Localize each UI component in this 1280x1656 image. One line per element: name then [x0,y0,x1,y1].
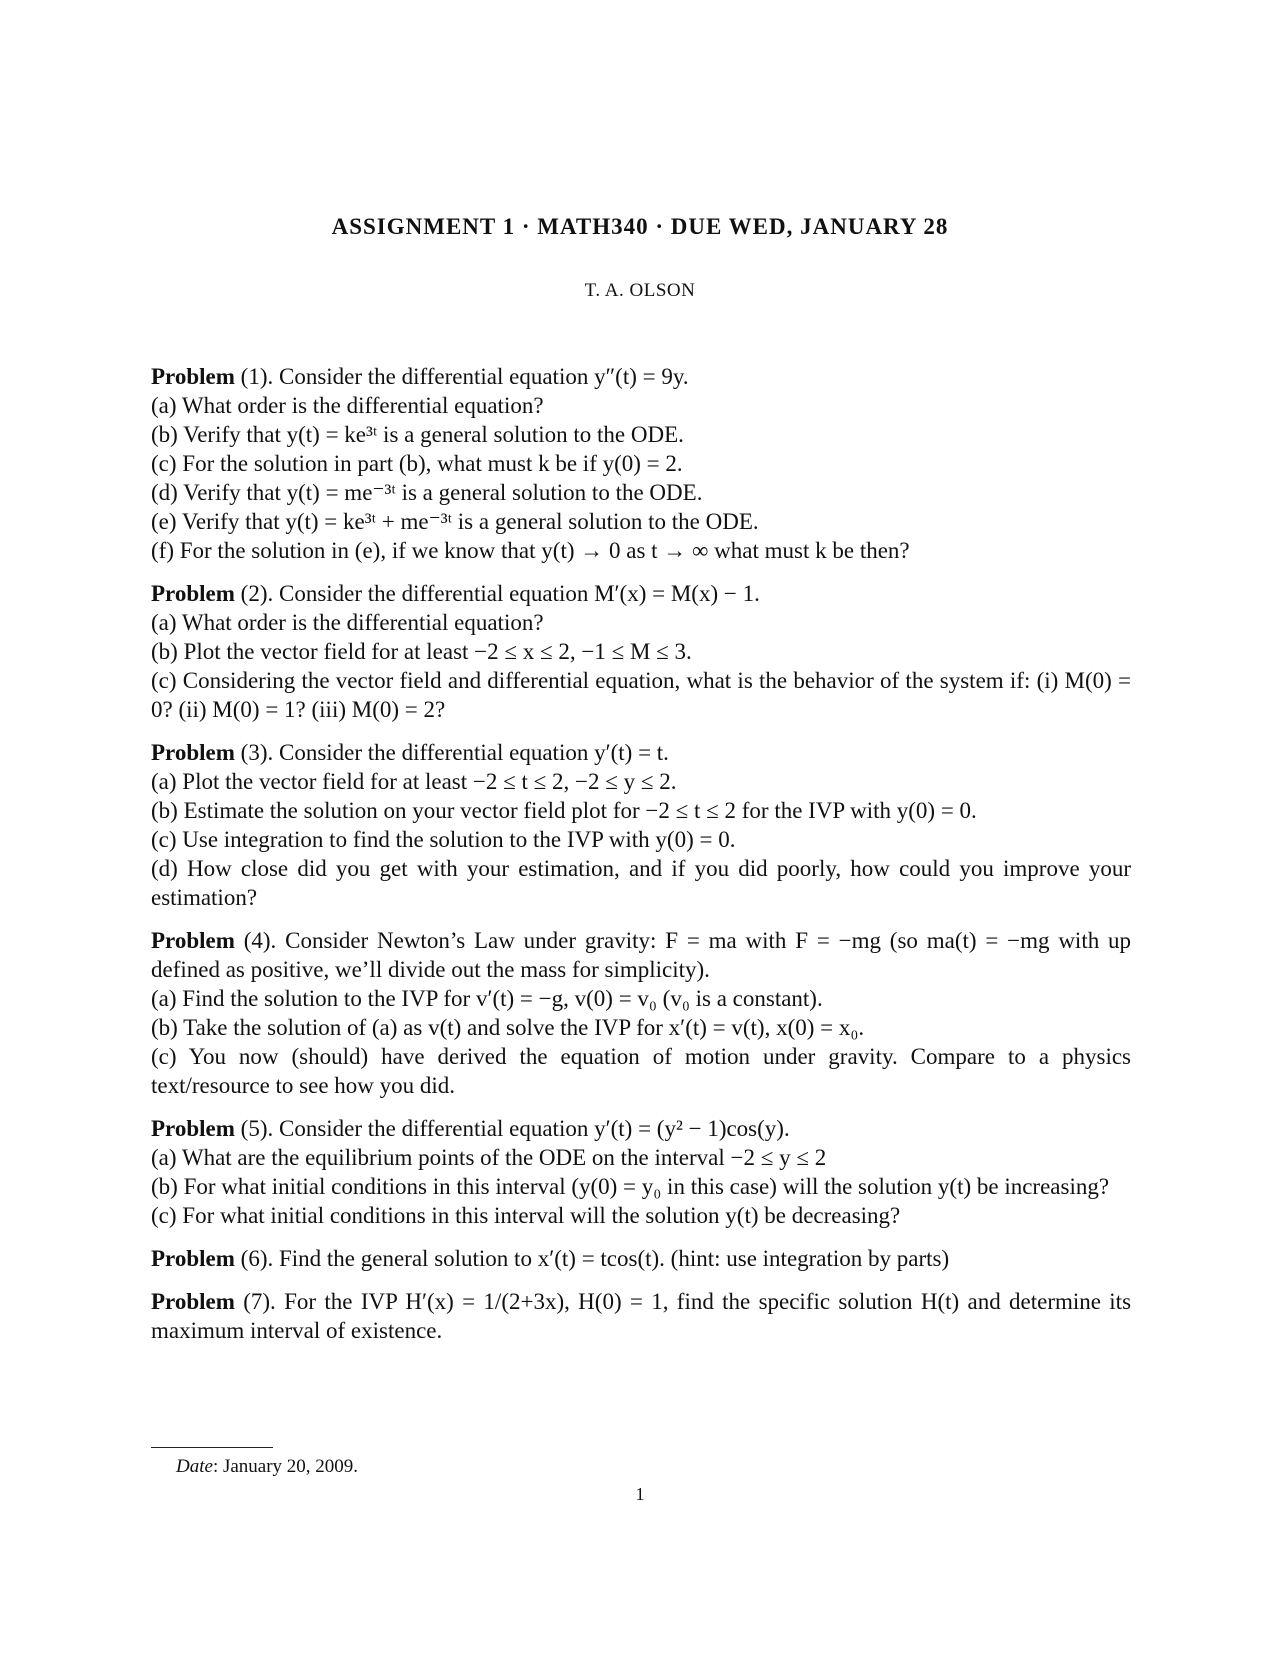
problem-part [151,1143,1131,1172]
problem-part [151,1201,1131,1230]
problem-statement [151,362,1131,391]
problem-text: (b) Verify that y(t) = ke³ᵗ is a general solution to the ODE. [151,422,684,447]
problem-part [151,854,1131,912]
problem-number: (1). [240,364,274,389]
page-number: 1 [635,1484,645,1504]
problem-statement [151,738,1131,767]
problem-text: (b) Estimate the solution on your vector field plot for −2 ≤ t ≤ 2 for the IVP with y(0) = 0. [151,798,977,823]
problem-part [151,796,1131,825]
problem-statement [151,579,1131,608]
problem-text: (c) You now (should) have derived the equation of motion under gravity. Compare to a physics text/resource to see how you did. [151,1044,1131,1098]
problem-label: Problem [151,1246,235,1271]
footnote-rule [151,1447,273,1448]
problem-text: For the IVP H′(x) = 1/(2+3x), H(0) = 1, find the specific solution H(t) and determine its maximum interval of existence. [151,1289,1132,1343]
problem-part [151,391,1131,420]
problem-1 [151,362,1131,565]
problem-text: (c) For the solution in part (b), what must k be if y(0) = 2. [151,451,683,476]
problem-text: (a) What order is the differential equation? [151,610,544,635]
problem-number: (4). [243,928,277,953]
date-text: : January 20, 2009. [212,1456,359,1477]
problem-text: (d) Verify that y(t) = me⁻³ᵗ is a general solution to the ODE. [151,480,703,505]
problem-text: Consider the differential equation M′(x) = M(x) − 1. [278,581,760,606]
problem-label: Problem [151,740,235,765]
problem-label: Problem [151,364,235,389]
date-label: Date [176,1456,213,1477]
author-name: T. A. OLSON [584,280,696,301]
problem-statement [151,1244,1131,1273]
problem-number: (5). [240,1116,274,1141]
problem-statement [151,926,1131,984]
problem-part [151,767,1131,796]
problem-label: Problem [151,1116,235,1141]
problem-label: Problem [151,1289,235,1314]
problem-part [151,1042,1131,1100]
problem-text: (e) Verify that y(t) = ke³ᵗ + me⁻³ᵗ is a general solution to the ODE. [151,509,759,534]
problem-part [151,1172,1131,1201]
problem-label: Problem [151,928,235,953]
problem-text: (d) How close did you get with your estimation, and if you did poorly, how could you improve your estimation? [151,856,1131,910]
problem-text: (f) For the solution in (e), if we know that y(t) → 0 as t → ∞ what must k be then? [151,538,910,563]
problem-text: (a) Find the solution to the IVP for v′(t) = −g, v(0) = v₀ (v₀ is a constant). [151,986,823,1011]
problem-part [151,825,1131,854]
problem-text: (b) For what initial conditions in this interval (y(0) = y₀ in this case) will the solution y(t) be increasing? [151,1174,1110,1199]
problem-part [151,666,1131,724]
problem-part [151,1013,1131,1042]
problem-text: Consider the differential equation y′(t) = t. [278,740,669,765]
problem-part [151,478,1131,507]
problem-text: (a) What order is the differential equation? [151,393,544,418]
problem-text: (b) Plot the vector field for at least −2 ≤ x ≤ 2, −1 ≤ M ≤ 3. [151,639,692,664]
problem-2 [151,579,1131,724]
date-footnote [176,1456,358,1478]
problem-4 [151,926,1131,1100]
problem-part [151,420,1131,449]
problem-part [151,507,1131,536]
problem-text: (a) What are the equilibrium points of the ODE on the interval −2 ≤ y ≤ 2 [151,1145,827,1170]
problem-text: (c) Considering the vector field and differential equation, what is the behavior of the system if: (i) M(0) = 0? (ii) M(0) = 1? (iii) M(0) = 2? [151,668,1131,722]
problem-3 [151,738,1131,912]
problem-statement [151,1287,1131,1345]
problem-statement [151,1114,1131,1143]
problem-text: Find the general solution to x′(t) = tcos(t). (hint: use integration by parts) [278,1246,950,1271]
problem-number: (3). [240,740,274,765]
problem-text: (b) Take the solution of (a) as v(t) and solve the IVP for x′(t) = v(t), x(0) = x₀. [151,1015,865,1040]
problem-7 [151,1287,1131,1345]
problem-part [151,449,1131,478]
problem-text: (c) Use integration to find the solution to the IVP with y(0) = 0. [151,827,736,852]
problem-part [151,608,1131,637]
problem-number: (2). [240,581,274,606]
problem-text: Consider the differential equation y′(t) = (y² − 1)cos(y). [278,1116,790,1141]
problem-5 [151,1114,1131,1230]
problem-part [151,984,1131,1013]
problem-label: Problem [151,581,235,606]
problem-text: (c) For what initial conditions in this interval will the solution y(t) be decreasing? [151,1203,901,1228]
problem-number: (7). [243,1289,276,1314]
problem-text: Consider the differential equation y″(t) = 9y. [278,364,689,389]
problem-text: Consider Newton’s Law under gravity: F = ma with F = −mg (so ma(t) = −mg with up defined as positive, we’ll divide out the mass for simplicity). [151,928,1132,982]
problem-6 [151,1244,1131,1273]
page-title: ASSIGNMENT 1 · MATH340 · DUE WED, JANUARY 28 [331,214,949,239]
problem-part [151,536,1131,565]
problem-number: (6). [240,1246,274,1271]
problem-text: (a) Plot the vector field for at least −2 ≤ t ≤ 2, −2 ≤ y ≤ 2. [151,769,677,794]
problem-part [151,637,1131,666]
problem-list [151,362,1131,1359]
